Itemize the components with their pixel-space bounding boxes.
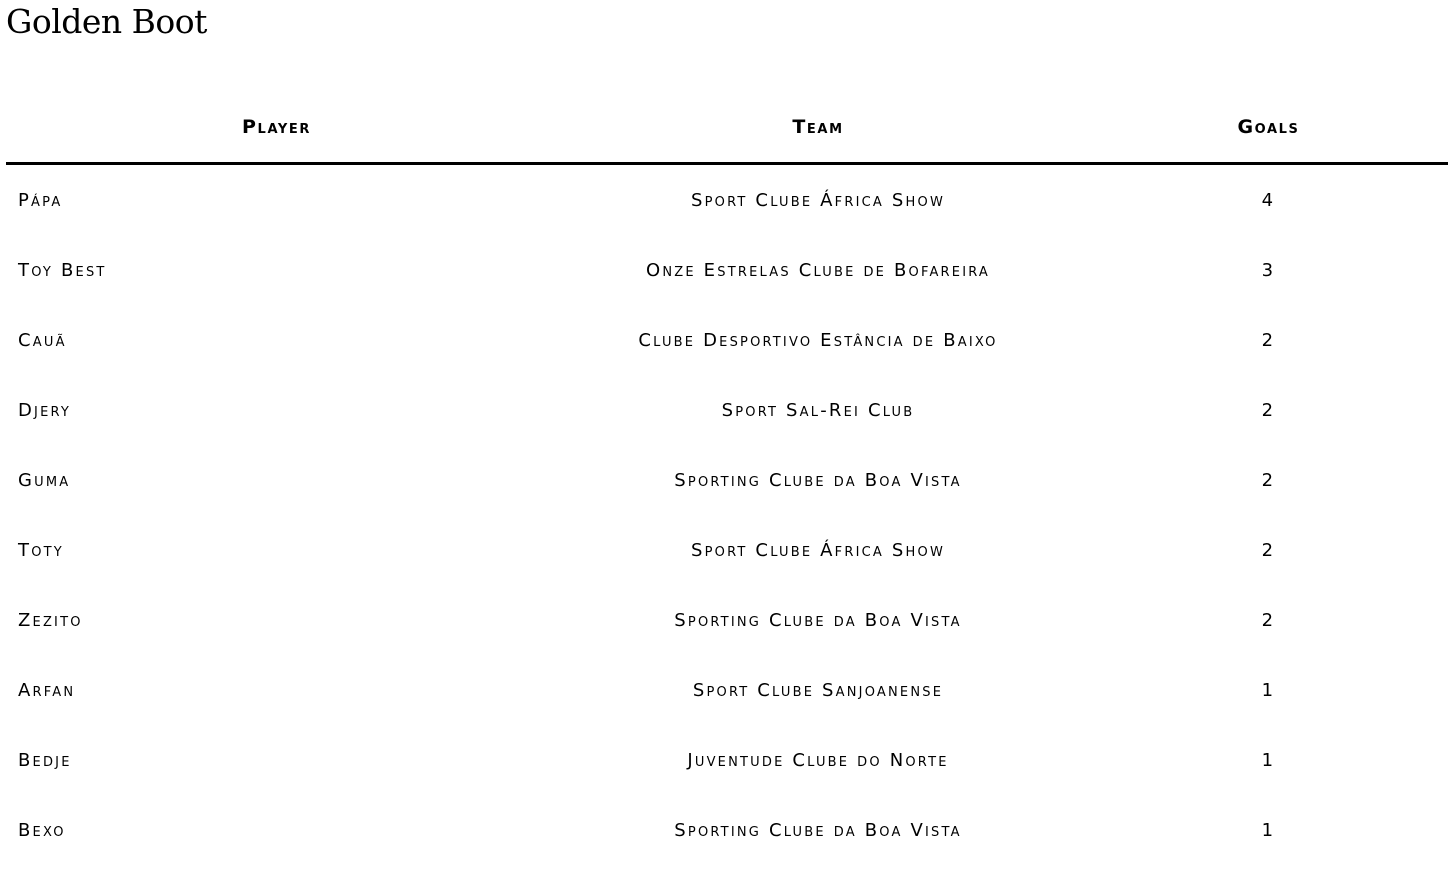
player-name: Pápa <box>18 189 63 211</box>
goal-count: 1 <box>1261 679 1276 701</box>
team-name: Onze Estrelas Clube de Bofareira <box>645 259 991 281</box>
header-goals: Goals <box>1089 92 1448 164</box>
goal-count: 1 <box>1261 819 1276 841</box>
table-row <box>6 725 1448 795</box>
table-row <box>6 795 1448 865</box>
table-row <box>6 164 1448 236</box>
goal-count: 2 <box>1261 539 1276 561</box>
player-name: Bedje <box>18 749 72 771</box>
table-row <box>6 585 1448 655</box>
table-header <box>6 92 1448 164</box>
table-row <box>6 515 1448 585</box>
goal-count: 2 <box>1261 329 1276 351</box>
table-row <box>6 235 1448 305</box>
team-name: Sporting Clube da Boa Vista <box>674 609 962 631</box>
player-name: Djery <box>18 399 72 421</box>
golden-boot-table <box>6 92 1448 865</box>
table-row <box>6 445 1448 515</box>
page-title: Golden Boot <box>6 2 207 41</box>
team-name: Juventude Clube do Norte <box>687 749 949 771</box>
player-name: Bexo <box>18 819 66 841</box>
table-body <box>6 164 1448 866</box>
table-row <box>6 305 1448 375</box>
team-name: Sporting Clube da Boa Vista <box>674 819 962 841</box>
goal-count: 3 <box>1261 259 1276 281</box>
header-row <box>6 92 1448 164</box>
player-name: Guma <box>18 469 71 491</box>
table-row <box>6 655 1448 725</box>
player-name: Arfan <box>18 679 76 701</box>
player-name: Toy Best <box>18 259 107 281</box>
team-name: Sport Sal-Rei Club <box>721 399 915 421</box>
team-name: Sporting Clube da Boa Vista <box>674 469 962 491</box>
team-name: Sport Clube África Show <box>690 539 946 561</box>
header-team: Team <box>547 92 1089 164</box>
player-name: Cauã <box>18 329 67 351</box>
goal-count: 2 <box>1261 399 1276 421</box>
header-player: Player <box>6 92 547 164</box>
player-name: Toty <box>18 539 64 561</box>
team-name: Sport Clube Sanjoanense <box>692 679 944 701</box>
team-name: Clube Desportivo Estância de Baixo <box>638 329 998 351</box>
goal-count: 1 <box>1261 749 1276 771</box>
table-row <box>6 375 1448 445</box>
team-name: Sport Clube África Show <box>690 189 946 211</box>
goal-count: 2 <box>1261 469 1276 491</box>
player-name: Zezito <box>18 609 83 631</box>
goal-count: 2 <box>1261 609 1276 631</box>
goal-count: 4 <box>1261 189 1276 211</box>
